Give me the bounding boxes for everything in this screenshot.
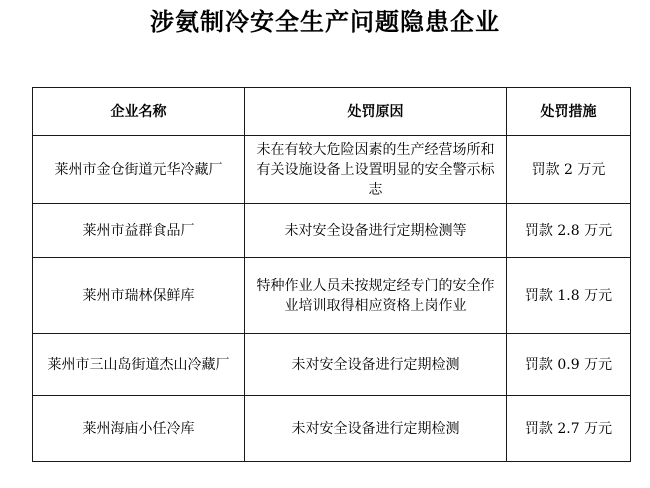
company-cell: 莱州海庙小任冷库	[33, 396, 245, 462]
table-row	[33, 204, 631, 258]
company-cell: 莱州市金仓街道元华冷藏厂	[33, 136, 245, 204]
header-penalty: 处罚措施	[507, 88, 631, 136]
company-cell: 莱州市益群食品厂	[33, 204, 245, 258]
table-row	[33, 136, 631, 204]
header-company: 企业名称	[33, 88, 245, 136]
penalty-cell: 罚款 0.9 万元	[507, 334, 631, 396]
table-header-row	[33, 88, 631, 136]
table-row	[33, 258, 631, 334]
reason-cell: 未对安全设备进行定期检测等	[245, 204, 507, 258]
company-cell: 莱州市瑞林保鲜库	[33, 258, 245, 334]
penalty-cell: 罚款 1.8 万元	[507, 258, 631, 334]
reason-cell: 未对安全设备进行定期检测	[245, 396, 507, 462]
penalty-cell: 罚款 2 万元	[507, 136, 631, 204]
page-title: 涉氨制冷安全生产问题隐患企业	[150, 8, 500, 36]
reason-cell: 未在有较大危险因素的生产经营场所和有关设施设备上设置明显的安全警示标志	[245, 136, 507, 204]
company-cell: 莱州市三山岛街道杰山冷藏厂	[33, 334, 245, 396]
penalty-cell: 罚款 2.7 万元	[507, 396, 631, 462]
header-reason: 处罚原因	[245, 88, 507, 136]
table-row	[33, 396, 631, 462]
penalty-table	[32, 87, 631, 462]
penalty-cell: 罚款 2.8 万元	[507, 204, 631, 258]
table-row	[33, 334, 631, 396]
reason-cell: 未对安全设备进行定期检测	[245, 334, 507, 396]
reason-cell: 特种作业人员未按规定经专门的安全作业培训取得相应资格上岗作业	[245, 258, 507, 334]
